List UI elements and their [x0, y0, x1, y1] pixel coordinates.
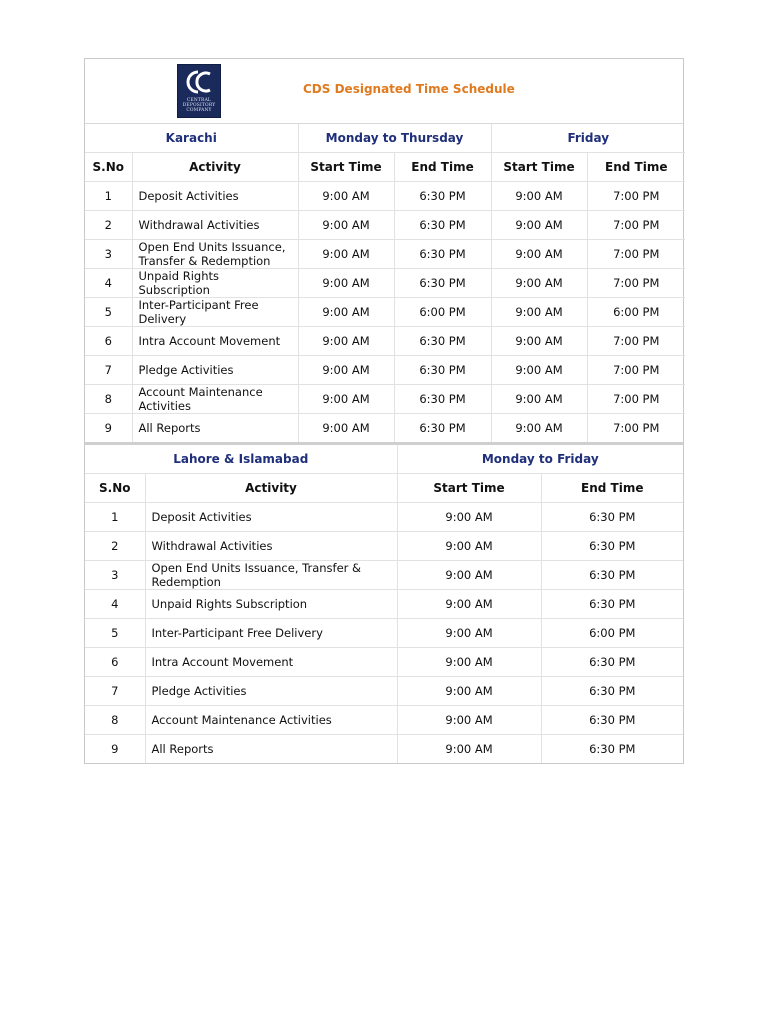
logo-text-1: CENTRAL: [186, 98, 212, 103]
table-row: [85, 356, 685, 385]
cell-start-time: 9:00 AM: [397, 648, 541, 677]
cell-start-time: 9:00 AM: [298, 182, 394, 211]
karachi-table: [85, 124, 685, 442]
cell-sno: 9: [85, 414, 132, 443]
cell-end-time: 7:00 PM: [587, 240, 685, 269]
cell-activity: Unpaid Rights Subscription: [145, 590, 397, 619]
lahore-islamabad-table: [85, 442, 683, 763]
cell-end-time: 7:00 PM: [587, 327, 685, 356]
cell-start-time: 9:00 AM: [397, 561, 541, 590]
table-row: [85, 327, 685, 356]
cell-activity: Inter-Participant Free Delivery: [145, 619, 397, 648]
cell-sno: 5: [85, 619, 145, 648]
logo-text-2: DEPOSITORY: [182, 103, 216, 108]
table-row: [85, 532, 683, 561]
cell-end-time: 6:30 PM: [541, 677, 683, 706]
column-header: End Time: [587, 153, 685, 182]
table-row: [85, 706, 683, 735]
cell-activity: Intra Account Movement: [145, 648, 397, 677]
cell-activity: All Reports: [132, 414, 298, 443]
cell-start-time: 9:00 AM: [397, 590, 541, 619]
cell-start-time: 9:00 AM: [298, 269, 394, 298]
cell-end-time: 6:00 PM: [394, 298, 491, 327]
cell-start-time: 9:00 AM: [298, 385, 394, 414]
schedule-frame: [84, 58, 684, 764]
cell-end-time: 7:00 PM: [587, 269, 685, 298]
table-row: [85, 211, 685, 240]
cell-start-time: 9:00 AM: [298, 356, 394, 385]
table-row: [85, 619, 683, 648]
cell-end-time: 6:30 PM: [541, 590, 683, 619]
cell-activity: Account Maintenance Activities: [132, 385, 298, 414]
karachi-city-row: [85, 124, 685, 153]
cell-start-time: 9:00 AM: [298, 240, 394, 269]
cell-start-time: 9:00 AM: [491, 269, 587, 298]
lahore-period-mon-fri: Monday to Friday: [397, 444, 683, 474]
column-header: Start Time: [298, 153, 394, 182]
cell-activity: Intra Account Movement: [132, 327, 298, 356]
cell-activity: Withdrawal Activities: [145, 532, 397, 561]
cell-end-time: 6:30 PM: [394, 240, 491, 269]
cell-start-time: 9:00 AM: [397, 503, 541, 532]
karachi-period-friday: Friday: [491, 124, 685, 153]
cell-start-time: 9:00 AM: [397, 735, 541, 764]
lahore-city-row: [85, 444, 683, 474]
cell-start-time: 9:00 AM: [298, 298, 394, 327]
karachi-header-row: [85, 153, 685, 182]
cell-end-time: 6:30 PM: [541, 648, 683, 677]
cell-end-time: 6:30 PM: [394, 356, 491, 385]
column-header: Activity: [145, 474, 397, 503]
lahore-header-row: [85, 474, 683, 503]
cell-end-time: 6:00 PM: [587, 298, 685, 327]
table-row: [85, 503, 683, 532]
cell-end-time: 6:30 PM: [394, 385, 491, 414]
cell-sno: 2: [85, 211, 132, 240]
cell-start-time: 9:00 AM: [491, 211, 587, 240]
schedule-header: [85, 59, 683, 124]
karachi-city-label: Karachi: [85, 124, 298, 153]
cell-start-time: 9:00 AM: [298, 414, 394, 443]
cell-sno: 7: [85, 356, 132, 385]
cell-start-time: 9:00 AM: [397, 619, 541, 648]
cell-sno: 5: [85, 298, 132, 327]
cell-activity: Pledge Activities: [132, 356, 298, 385]
cell-end-time: 6:30 PM: [394, 269, 491, 298]
cell-activity: Open End Units Issuance, Transfer & Redemption: [145, 561, 397, 590]
table-row: [85, 240, 685, 269]
karachi-period-mon-thu: Monday to Thursday: [298, 124, 491, 153]
table-row: [85, 677, 683, 706]
column-header: S.No: [85, 153, 132, 182]
cell-end-time: 6:30 PM: [394, 182, 491, 211]
cell-activity: Pledge Activities: [145, 677, 397, 706]
table-row: [85, 735, 683, 764]
cell-activity: Unpaid Rights Subscription: [132, 269, 298, 298]
cell-start-time: 9:00 AM: [491, 414, 587, 443]
cell-sno: 3: [85, 240, 132, 269]
cell-end-time: 7:00 PM: [587, 182, 685, 211]
cell-end-time: 6:30 PM: [541, 561, 683, 590]
column-header: End Time: [394, 153, 491, 182]
cell-end-time: 6:30 PM: [394, 211, 491, 240]
cell-end-time: 7:00 PM: [587, 414, 685, 443]
cell-activity: Open End Units Issuance, Transfer & Redemption: [132, 240, 298, 269]
cell-end-time: 7:00 PM: [587, 211, 685, 240]
cell-sno: 1: [85, 503, 145, 532]
cell-end-time: 7:00 PM: [587, 356, 685, 385]
table-row: [85, 182, 685, 211]
lahore-city-label: Lahore & Islamabad: [85, 444, 397, 474]
cell-end-time: 6:30 PM: [541, 735, 683, 764]
table-row: [85, 385, 685, 414]
table-row: [85, 269, 685, 298]
cell-end-time: 6:00 PM: [541, 619, 683, 648]
column-header: Start Time: [491, 153, 587, 182]
cell-activity: All Reports: [145, 735, 397, 764]
cell-end-time: 6:30 PM: [541, 532, 683, 561]
cell-end-time: 6:30 PM: [541, 706, 683, 735]
cell-sno: 1: [85, 182, 132, 211]
cell-end-time: 6:30 PM: [394, 414, 491, 443]
column-header: Start Time: [397, 474, 541, 503]
cell-activity: Withdrawal Activities: [132, 211, 298, 240]
table-row: [85, 561, 683, 590]
cell-sno: 6: [85, 648, 145, 677]
cell-sno: 2: [85, 532, 145, 561]
cell-sno: 4: [85, 590, 145, 619]
cell-start-time: 9:00 AM: [491, 385, 587, 414]
column-header: End Time: [541, 474, 683, 503]
logo-text-3: COMPANY: [186, 108, 212, 113]
cell-sno: 8: [85, 706, 145, 735]
cell-start-time: 9:00 AM: [397, 532, 541, 561]
page-title: CDS Designated Time Schedule: [303, 82, 515, 96]
cell-start-time: 9:00 AM: [397, 706, 541, 735]
cell-activity: Account Maintenance Activities: [145, 706, 397, 735]
cell-sno: 6: [85, 327, 132, 356]
cell-start-time: 9:00 AM: [298, 211, 394, 240]
cdc-logo: [177, 64, 221, 118]
cell-end-time: 6:30 PM: [394, 327, 491, 356]
cell-sno: 7: [85, 677, 145, 706]
cell-end-time: 7:00 PM: [587, 385, 685, 414]
cell-start-time: 9:00 AM: [397, 677, 541, 706]
cell-activity: Inter-Participant Free Delivery: [132, 298, 298, 327]
cell-sno: 9: [85, 735, 145, 764]
cell-start-time: 9:00 AM: [491, 240, 587, 269]
cell-start-time: 9:00 AM: [298, 327, 394, 356]
cell-start-time: 9:00 AM: [491, 182, 587, 211]
table-row: [85, 298, 685, 327]
column-header: S.No: [85, 474, 145, 503]
cdc-logo-icon: [184, 68, 216, 96]
cell-start-time: 9:00 AM: [491, 327, 587, 356]
table-row: [85, 648, 683, 677]
table-row: [85, 414, 685, 443]
cell-activity: Deposit Activities: [145, 503, 397, 532]
column-header: Activity: [132, 153, 298, 182]
cell-sno: 8: [85, 385, 132, 414]
table-row: [85, 590, 683, 619]
cell-sno: 4: [85, 269, 132, 298]
cell-activity: Deposit Activities: [132, 182, 298, 211]
cell-start-time: 9:00 AM: [491, 298, 587, 327]
cell-sno: 3: [85, 561, 145, 590]
cell-end-time: 6:30 PM: [541, 503, 683, 532]
cell-start-time: 9:00 AM: [491, 356, 587, 385]
